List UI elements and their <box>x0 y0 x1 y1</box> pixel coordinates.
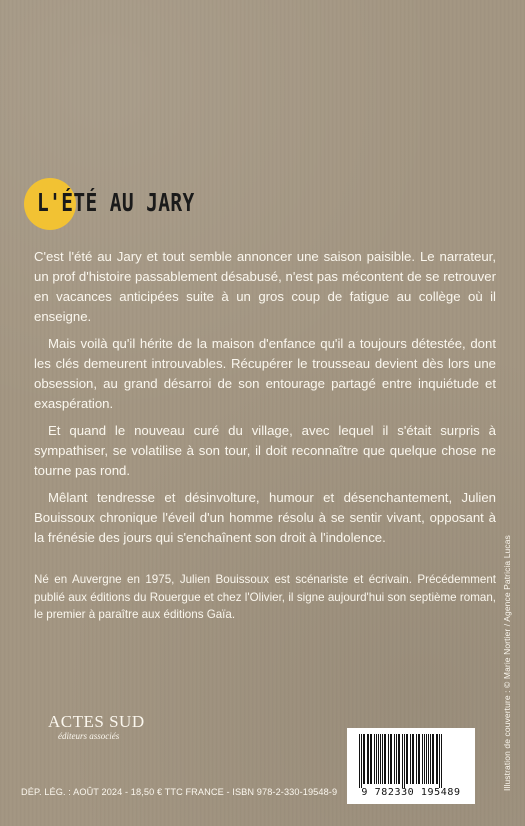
barcode-bar <box>396 734 397 784</box>
barcode-bar <box>361 734 362 788</box>
barcode-bar <box>406 734 408 784</box>
barcode-bar <box>404 734 405 788</box>
barcode <box>347 728 475 804</box>
barcode-bar <box>380 734 381 784</box>
barcode-bar <box>412 734 414 784</box>
barcode-bar <box>367 734 369 784</box>
synopsis <box>34 247 496 555</box>
ean13-barcode-icon <box>347 728 475 788</box>
barcode-bar <box>363 734 365 784</box>
barcode-bar <box>390 734 392 784</box>
barcode-bar <box>428 734 429 784</box>
publisher-name: ACTES SUD <box>48 712 145 731</box>
barcode-bar <box>394 734 395 784</box>
book-title: L'ÉTÉ AU JARY <box>37 188 195 217</box>
barcode-bar <box>388 734 389 784</box>
synopsis-paragraph: C'est l'été au Jary et tout semble annoncer une saison paisible. Le narrateur, un prof d'histoire passablement désabusé, n'est pas mécontent de se retrouver en vacances anticipées suite à un gros coup de fatigue au collège où il enseigne. <box>34 249 496 324</box>
cover-credit: Illustration de couverture : © Marie Nortier / Agence Patricia Lucas <box>502 535 512 791</box>
barcode-bar <box>430 734 431 784</box>
barcode-bar <box>426 734 427 784</box>
barcode-bar <box>359 734 360 788</box>
barcode-bar <box>441 734 442 788</box>
barcode-bar <box>432 734 434 784</box>
legal-line: DÉP. LÉG. : AOÛT 2024 - 18,50 € TTC FRANCE - ISBN 978-2-330-19548-9 <box>21 787 338 797</box>
barcode-number: 9 782330 195489 <box>361 787 461 798</box>
barcode-bar <box>402 734 403 788</box>
barcode-bar <box>374 734 375 784</box>
barcode-bar <box>378 734 379 784</box>
barcode-bar <box>439 734 440 788</box>
barcode-bar <box>436 734 438 784</box>
synopsis-paragraph: Mêlant tendresse et désinvolture, humour et désenchantement, Julien Bouissoux chronique l'éveil d'un homme résolu à se sentir vivant, opposant à la frénésie des jours qui s'enchaînent son droit à l'indolence. <box>34 490 496 545</box>
publisher-logo <box>48 713 158 741</box>
synopsis-paragraph: Mais voilà qu'il hérite de la maison d'enfance qu'il a toujours détestée, dont les clés demeurent introuvables. Récupérer le trousseau devient dès lors une obsession, au grand désarroi de son entourage partagé entre inquiétude et exaspération. <box>34 336 496 411</box>
author-bio: Né en Auvergne en 1975, Julien Bouissoux est scénariste et écrivain. Précédemment publié aux éditions du Rouergue et chez l'Olivier, il signe aujourd'hui son septième roman, le premier à paraître aux éditions Gaïa. <box>34 573 496 621</box>
barcode-bar <box>376 734 377 784</box>
barcode-bar <box>424 734 425 784</box>
barcode-bar <box>416 734 417 784</box>
barcode-bar <box>384 734 386 784</box>
barcode-bar <box>418 734 420 784</box>
barcode-bar <box>370 734 372 784</box>
barcode-bar <box>398 734 400 784</box>
synopsis-paragraph: Et quand le nouveau curé du village, avec lequel il s'était surpris à sympathiser, se volatilise à son tour, il doit reconnaître que quelque chose ne tourne pas rond. <box>34 423 496 478</box>
publisher-subtitle: éditeurs associés <box>58 731 120 741</box>
barcode-bar <box>410 734 411 784</box>
title-block <box>24 176 244 232</box>
barcode-bar <box>382 734 383 784</box>
barcode-bar <box>422 734 423 784</box>
